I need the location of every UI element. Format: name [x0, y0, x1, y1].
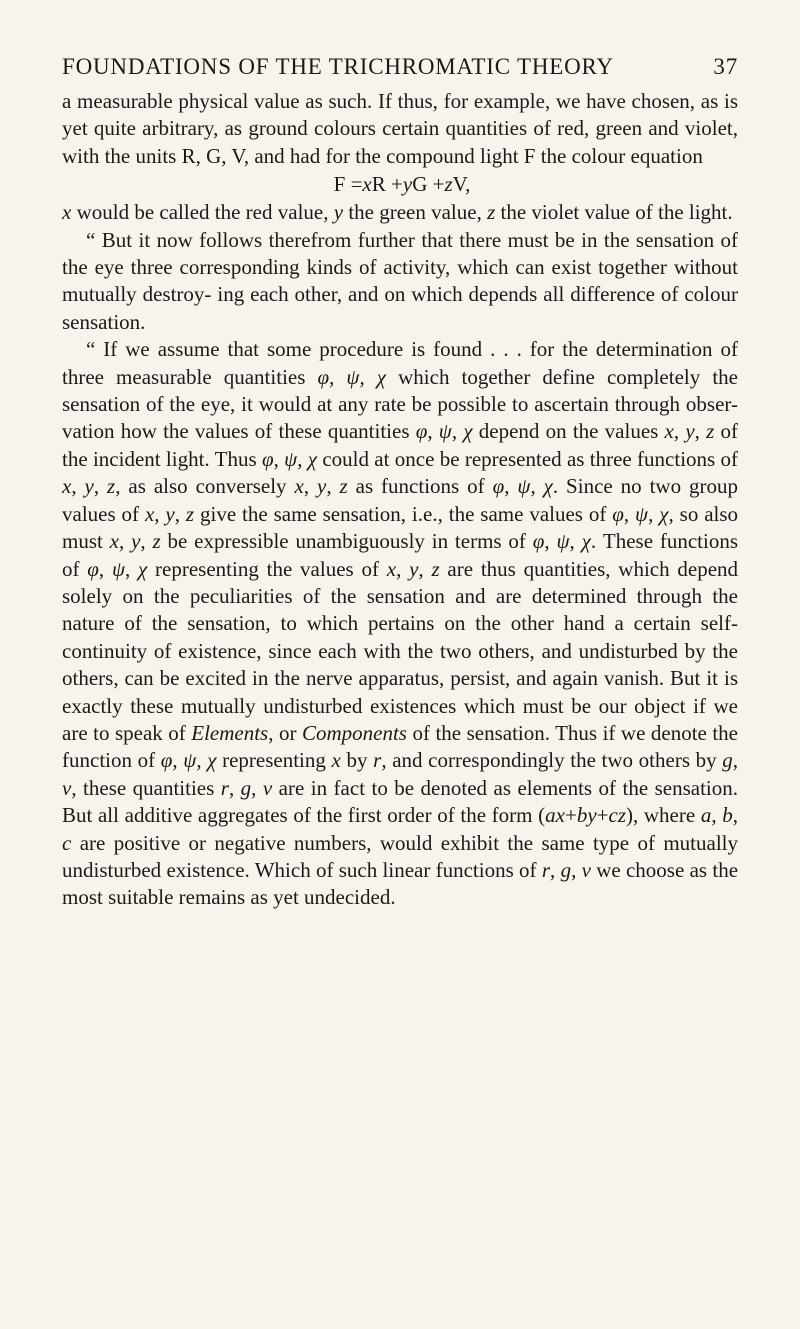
text-run: , — [140, 529, 153, 554]
text-run: , — [228, 775, 241, 800]
text-run: , — [451, 419, 464, 444]
text-run: , as also conversely — [115, 474, 295, 499]
text-run: ), where — [626, 803, 701, 828]
text-run: F = — [333, 172, 363, 197]
italic-term: y — [402, 172, 413, 197]
italic-term: χ — [543, 474, 553, 499]
text-run: , — [544, 529, 557, 554]
italic-term: χ — [463, 419, 473, 444]
text-run: a measurable physical value as such. If thus, for example, we have chosen, as is yet quite arbitrary, as ground colours certain quantities of red, green and violet, with the units R, G, V, and had for the compound light F the colour equation — [62, 89, 738, 168]
italic-term: y — [317, 474, 327, 499]
text-run: , these quantities — [71, 775, 221, 800]
text-run: , — [119, 529, 132, 554]
italic-term: ψ — [183, 748, 197, 773]
italic-term: x — [362, 172, 372, 197]
text-run: , — [297, 446, 308, 471]
italic-term: z — [444, 172, 453, 197]
italic-term: b — [722, 803, 733, 828]
text-run: , — [196, 748, 208, 773]
text-run: representing the values of — [147, 556, 387, 581]
text-run: , — [303, 474, 317, 499]
italic-term: a — [700, 803, 712, 828]
text-run: , — [71, 474, 85, 499]
italic-term: c — [62, 830, 72, 855]
text-run: G + — [412, 172, 445, 197]
body-text — [62, 88, 738, 912]
text-run: + — [596, 803, 609, 828]
text-run: , — [732, 748, 739, 773]
text-run: , — [732, 803, 738, 828]
text-run: , — [174, 501, 186, 526]
italic-term: χ — [376, 364, 387, 389]
italic-term: y — [131, 529, 141, 554]
text-run: , — [98, 556, 112, 581]
text-run: , — [530, 474, 544, 499]
italic-term: g — [722, 748, 733, 773]
text-run: by — [340, 748, 374, 773]
text-run: , and correspondingly the two others by — [381, 748, 723, 773]
text-run: , — [396, 556, 410, 581]
text-run: , — [673, 419, 686, 444]
text-run: , or — [268, 720, 302, 745]
italic-term: x — [664, 419, 674, 444]
italic-term: z — [339, 474, 348, 499]
text-run: , — [623, 501, 636, 526]
text-run: , — [273, 446, 285, 471]
italic-term: v — [581, 857, 591, 882]
text-run: . Since no two group values of — [62, 474, 739, 526]
italic-term: x — [62, 200, 72, 225]
text-run: the green value, — [343, 200, 488, 225]
italic-term: r — [220, 775, 229, 800]
paragraph-p1 — [62, 88, 738, 170]
italic-term: y — [165, 501, 175, 526]
text-run: of the incident light. Thus — [62, 419, 739, 471]
italic-term: ψ — [111, 556, 125, 581]
text-run: , — [154, 501, 166, 526]
italic-term: by — [576, 803, 597, 828]
text-run: are positive or negative numbers, would exhibit the same type of mutually undisturbed existence. Which of such linear functions of — [62, 830, 738, 882]
text-run: we choose as the most suitable remains as yet undecided. — [62, 857, 739, 910]
italic-term: x — [331, 748, 341, 773]
italic-term: x — [294, 474, 304, 499]
text-run: , — [711, 803, 723, 828]
italic-term: ψ — [438, 419, 452, 444]
text-run: , — [550, 857, 561, 882]
italic-term: z — [107, 474, 116, 499]
italic-term: ψ — [635, 501, 649, 526]
text-run: R + — [371, 172, 403, 197]
text-run: which together define completely the sensation of the eye, it would at any rate be possible to ascertain through obser- vation how the values of these quantities — [62, 364, 738, 444]
text-run: , — [124, 556, 139, 581]
italic-term: ψ — [284, 446, 298, 471]
text-run: , — [504, 474, 518, 499]
text-run: , so also must — [62, 501, 739, 554]
text-run: representing — [216, 748, 332, 773]
text-run: , — [694, 419, 707, 444]
italic-term: χ — [138, 556, 148, 581]
text-run: , — [359, 364, 377, 389]
italic-term: g — [560, 857, 572, 882]
text-run: , — [326, 474, 340, 499]
paragraph-p2 — [62, 199, 738, 226]
text-run: , — [172, 748, 184, 773]
italic-term: φ — [160, 748, 173, 773]
text-run: , — [93, 474, 108, 499]
italic-term: z — [185, 501, 195, 526]
italic-term: z — [487, 200, 496, 225]
italic-term: χ — [659, 501, 669, 526]
text-run: depend on the values — [472, 419, 665, 444]
italic-term: χ — [581, 529, 591, 554]
text-run: “ But it now follows therefrom further that there must be in the sensation of the eye three corresponding kinds of activity, which can exist together without mutually destroy- ing each other, and on which depends all difference of colour sensation. — [62, 227, 738, 334]
italic-term: y — [409, 556, 419, 581]
italic-term: r — [541, 857, 551, 882]
text-run: , — [571, 857, 582, 882]
italic-term: ax — [545, 803, 565, 828]
text-run: give the same sensation, i.e., the same values of — [194, 501, 613, 526]
text-run: V, — [452, 172, 471, 197]
text-run: are in fact to be denoted as elements of the sensation. But all additive aggregates of the first order of the form ( — [62, 775, 739, 828]
italic-term: g — [240, 775, 252, 800]
italic-term: φ — [532, 529, 545, 554]
italic-term: χ — [307, 446, 318, 471]
text-run: as functions of — [347, 474, 493, 499]
italic-term: v — [262, 775, 273, 800]
italic-term: v — [62, 775, 72, 800]
italic-term: Elements — [191, 720, 269, 745]
italic-term: φ — [317, 364, 330, 389]
book-page — [62, 52, 738, 912]
text-run: + — [564, 803, 577, 828]
italic-term: y — [84, 474, 94, 499]
italic-term: ψ — [556, 529, 570, 554]
colour-equation — [62, 170, 738, 199]
text-run: . These functions of — [62, 529, 739, 581]
text-run: are thus quantities, which depend solely on the peculiarities of the sensation and are determined through the nature of the sensation, to which pertains on the other hand a certain self-continuity of existence, since each with the two others, and undisturbed by the others, can be excited in the nerve apparatus, persist, and again vanish. But it is exactly these mutually undisturbed existences which must be our object if we are to speak of — [62, 556, 739, 745]
text-run: be expressible unambiguously in terms of — [160, 529, 533, 554]
italic-term: z — [706, 419, 715, 444]
italic-term: x — [62, 474, 72, 499]
italic-term: x — [144, 501, 155, 526]
page-number: 37 — [713, 54, 738, 79]
text-run: , — [569, 529, 582, 554]
italic-term: φ — [415, 419, 428, 444]
text-run: , — [427, 419, 439, 444]
italic-term: x — [109, 529, 119, 554]
text-run: , — [418, 556, 432, 581]
italic-term: φ — [492, 474, 505, 499]
text-run: , — [648, 501, 660, 526]
italic-term: r — [373, 748, 382, 773]
paragraph-p4 — [62, 336, 738, 912]
italic-term: ψ — [346, 364, 360, 389]
text-run: “ If we assume that some procedure is found . . . for the determination of three measurable quantities — [62, 337, 738, 389]
italic-term: y — [685, 419, 695, 444]
italic-term: z — [431, 556, 440, 581]
text-run: , — [251, 775, 263, 800]
running-title: FOUNDATIONS OF THE TRICHROMATIC THEORY — [62, 54, 614, 79]
text-run: would be called the red value, — [71, 200, 334, 225]
italic-term: z — [152, 529, 161, 554]
italic-term: φ — [87, 556, 99, 581]
italic-term: Components — [301, 720, 407, 745]
text-run: could at once be represented as three functions of — [317, 446, 739, 471]
italic-term: φ — [612, 501, 624, 526]
italic-term: φ — [261, 446, 274, 471]
italic-term: cz — [608, 803, 626, 828]
italic-term: χ — [207, 748, 217, 773]
text-run: the violet value of the light. — [495, 200, 733, 225]
italic-term: x — [386, 556, 397, 581]
running-head — [62, 52, 738, 82]
text-run: of the sensation. Thus if we denote the function of — [62, 720, 739, 773]
italic-term: ψ — [517, 474, 531, 499]
italic-term: y — [333, 200, 344, 225]
paragraph-p3 — [62, 227, 738, 337]
text-run: , — [329, 364, 347, 389]
